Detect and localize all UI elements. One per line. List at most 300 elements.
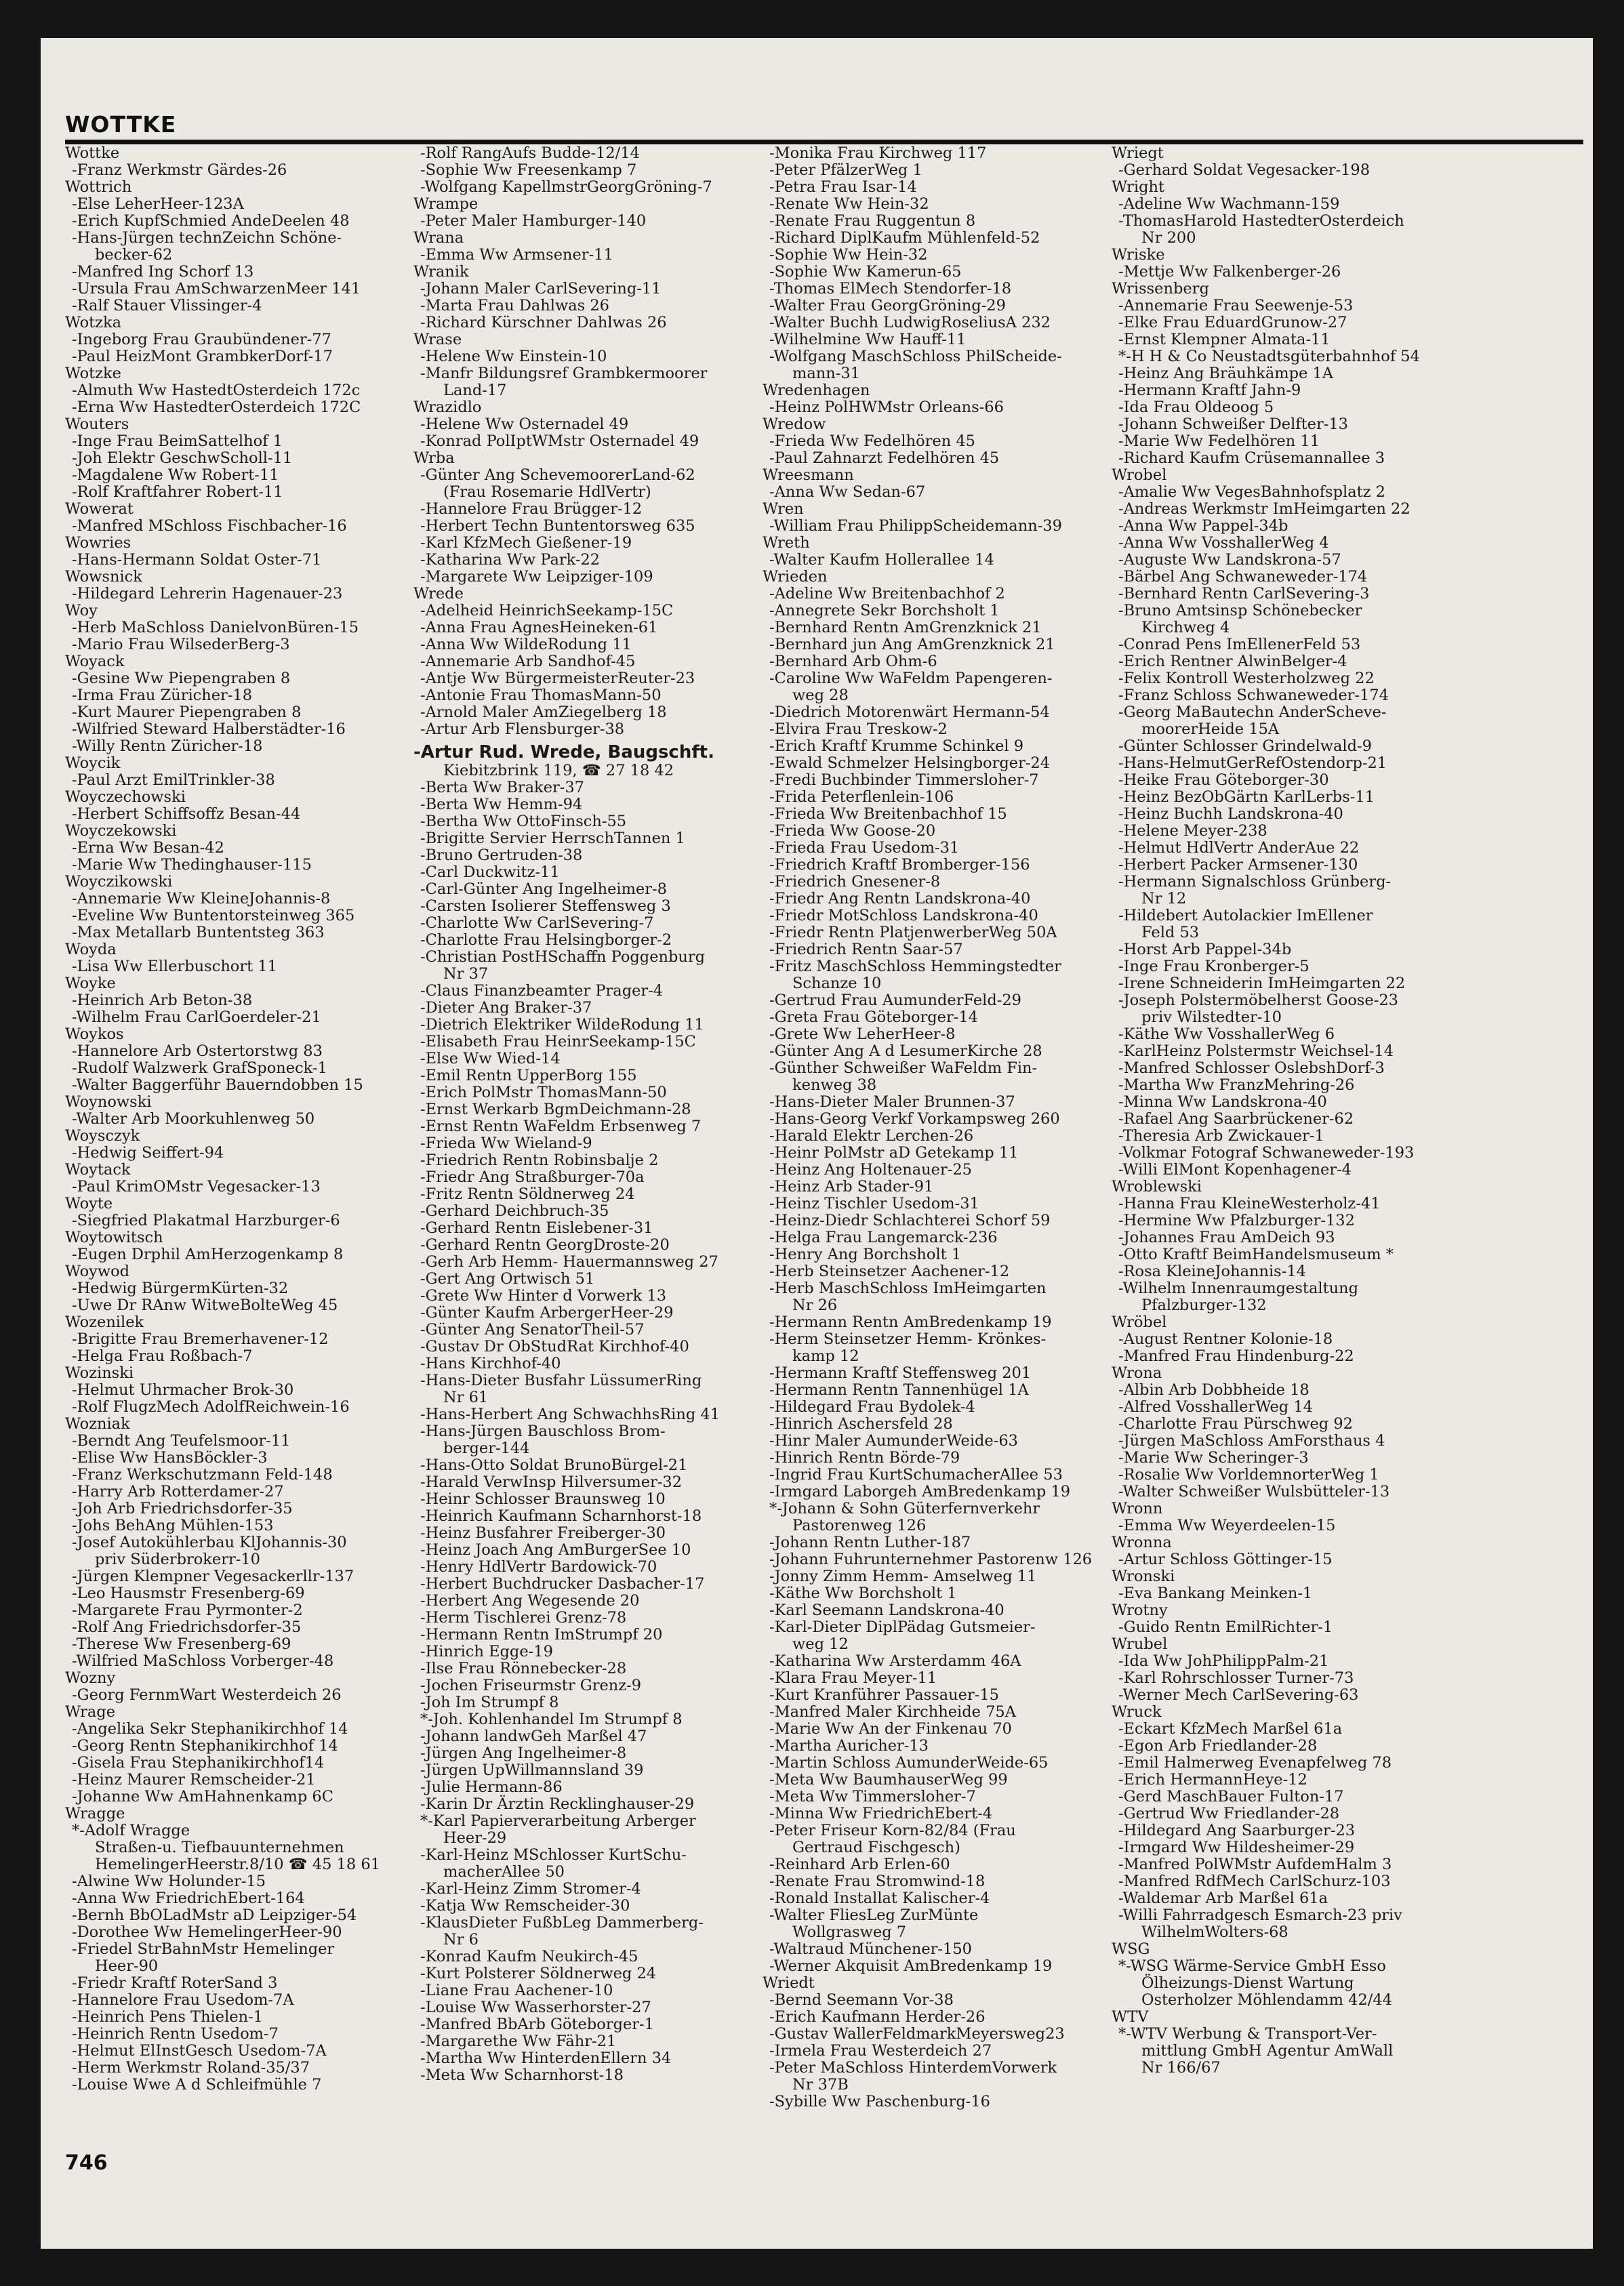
directory-entry: -Joh Elektr GeschwScholl-11 [72,449,293,467]
directory-entry: -Sophie Ww Freesenkamp 7 [420,161,637,179]
directory-entry: -Helmut HdlVertr AnderAue 22 [1118,839,1360,857]
surname-heading: Wowries [65,534,131,552]
directory-entry: -Leo Hausmstr Fresenberg-69 [72,1585,305,1602]
directory-entry: -Heinz Maurer Remscheider-21 [72,1771,316,1789]
directory-entry: -Hermann Rentn AmBredenkamp 19 [769,1313,1052,1331]
directory-entry: -Ernst Rentn WaFeldm Erbsenweg 7 [420,1118,702,1135]
directory-entry: -Anna Ww VosshallerWeg 4 [1118,534,1329,552]
directory-entry: -Werner Mech CarlSevering-63 [1118,1686,1359,1704]
directory-entry: -Hans-Dieter Maler Brunnen-37 [769,1093,1015,1111]
directory-entry: -Grete Ww LeherHeer-8 [769,1025,956,1043]
directory-entry: -Herb MaSchloss DanielvonBüren-15 [72,619,359,636]
surname-heading: Woyke [65,975,116,992]
directory-entry: -Irmela Frau Westerdeich 27 [769,2042,992,2060]
directory-entry: -Claus Finanzbeamter Prager-4 [420,982,664,1000]
surname-heading: Woycik [65,754,121,772]
directory-entry: -Martha Ww FranzMehring-26 [1118,1076,1355,1094]
directory-entry: -Frieda Ww Fedelhören 45 [769,432,975,450]
surname-heading: Wrase [413,331,462,348]
surname-heading: Wrobel [1112,466,1167,484]
directory-entry: -Gerhard Soldat Vegesacker-198 [1118,161,1371,179]
directory-entry: -Egon Arb Friedlander-28 [1118,1737,1318,1755]
directory-entry: -Fritz Rentn Söldnerweg 24 [420,1185,635,1203]
directory-entry: -Carl-Günter Ang Ingelheimer-8 [420,880,667,898]
surname-heading: Wreth [763,534,810,552]
directory-entry: -Bernhard Arb Ohm-6 [769,653,937,670]
directory-entry: -Wilfried Steward Halberstädter-16 [72,720,346,738]
directory-entry: -Erich Kraftf Krumme Schinkel 9 [769,737,1024,755]
directory-entry: -Johann Schweißer Delfter-13 [1118,415,1348,433]
directory-entry: -Johann Rentn Luther-187 [769,1534,971,1551]
directory-entry: -Marie Ww Scheringer-3 [1118,1449,1309,1467]
directory-entry: -Martha Auricher-13 [769,1737,929,1755]
directory-entry: -Caroline Ww WaFeldm Papengeren- [769,670,1053,687]
directory-entry: -Hildebert Autolackier ImEllener [1118,907,1373,924]
directory-entry: -Gert Ang Ortwisch 51 [420,1270,595,1288]
directory-entry: -Harald Elektr Lerchen-26 [769,1127,974,1145]
directory-entry: -Elvira Frau Treskow-2 [769,720,948,738]
directory-entry: -Hannelore Arb Ostertorstwg 83 [72,1042,323,1060]
surname-heading: Wrazidlo [413,399,482,416]
directory-entry: -Frieda Ww Goose-20 [769,822,936,840]
directory-entry: -Karl Rohrschlosser Turner-73 [1118,1669,1354,1687]
directory-entry: -KarlHeinz Polstermstr Weichsel-14 [1118,1042,1394,1060]
directory-entry: -Erich Rentner AlwinBelger-4 [1118,653,1347,670]
surname-heading: Woysczyk [65,1127,140,1145]
directory-entry: -Carsten Isolierer Steffensweg 3 [420,897,671,915]
directory-entry: Nr 200 [1141,229,1196,247]
surname-heading: Woyczikowski [65,873,173,891]
directory-entry: -Kurt Polsterer Söldnerweg 24 [420,1965,657,1982]
directory-entry: -Brigitte Frau Bremerhavener-12 [72,1330,329,1348]
directory-entry: -Diedrich Motorenwärt Hermann-54 [769,703,1050,721]
directory-entry: -Georg FernmWart Westerdeich 26 [72,1686,342,1704]
directory-entry: -Siegfried Plakatmal Harzburger-6 [72,1212,340,1229]
surname-heading: Wozniak [65,1415,130,1433]
directory-entry: *-Karl Papierverarbeitung Arberger [420,1812,696,1830]
directory-entry: -Rudolf Walzwerk GrafSponeck-1 [72,1059,327,1077]
directory-entry: kenweg 38 [792,1076,877,1094]
directory-entry: -Auguste Ww Landskrona-57 [1118,551,1341,569]
directory-entry: -Ronald Installat Kalischer-4 [769,1890,990,1907]
directory-entry: -Rafael Ang Saarbrückener-62 [1118,1110,1354,1128]
directory-entry: -Gerh Arb Hemm- Hauermannsweg 27 [420,1253,718,1271]
directory-entry: -Wilfried MaSchloss Vorberger-48 [72,1652,334,1670]
directory-entry: -Herb MaschSchloss ImHeimgarten [769,1280,1047,1297]
directory-entry: Nr 12 [1141,890,1187,907]
directory-entry: -Ernst Werkarb BgmDeichmann-28 [420,1101,691,1118]
directory-entry: -Adeline Ww Breitenbachhof 2 [769,585,1005,603]
directory-entry: -Mettje Ww Falkenberger-26 [1118,263,1341,281]
directory-entry: -Charlotte Frau Pürschweg 92 [1118,1415,1353,1433]
directory-entry: -Hans-Georg Verkf Vorkampsweg 260 [769,1110,1060,1128]
directory-entry: moorerHeide 15A [1141,720,1280,738]
directory-entry: -Heinz-Diedr Schlachterei Schorf 59 [769,1212,1051,1229]
directory-entry: -Gesine Ww Piepengraben 8 [72,670,291,687]
directory-entry: *-H H & Co Neustadtsgüterbahnhof 54 [1118,348,1420,365]
directory-entry: -Charlotte Ww CarlSevering-7 [420,914,654,932]
directory-entry: -Louise Ww Wasserhorster-27 [420,1999,651,2016]
directory-entry: -William Frau PhilippScheidemann-39 [769,517,1062,535]
surname-heading: Wren [763,500,804,518]
directory-entry: Schanze 10 [792,975,882,992]
directory-entry: -Eveline Ww Buntentorsteinweg 365 [72,907,355,924]
directory-entry: -Hans-Jürgen Bauschloss Brom- [420,1423,666,1440]
column-4 [1112,145,1449,2124]
directory-entry: -Karl-Heinz MSchlosser KurtSchu- [420,1846,687,1864]
surname-heading: Wronski [1112,1568,1175,1585]
directory-entry: -Jürgen Ang Ingelheimer-8 [420,1744,627,1762]
directory-entry: -Jürgen Klempner Vegesackerllr-137 [72,1568,354,1585]
directory-entry: -Bruno Amtsinsp Schönebecker [1118,602,1362,619]
directory-entry: -Thomas ElMech Stendorfer-18 [769,280,1012,298]
directory-entry: -Hanna Frau KleineWesterholz-41 [1118,1195,1381,1212]
directory-entry: -Hermann Signalschloss Grünberg- [1118,873,1392,891]
directory-entry: -Friedr Ang Straßburger-70a [420,1168,645,1186]
surname-heading: Wredenhagen [763,382,870,399]
directory-entry: -Otto Kraftf BeimHandelsmuseum * [1118,1246,1394,1263]
directory-entry: -Jürgen MaSchloss AmForsthaus 4 [1118,1432,1385,1450]
directory-entry: -Günter Ang SenatorTheil-57 [420,1321,645,1339]
directory-entry: -Ralf Stauer Vlissinger-4 [72,297,262,314]
surname-heading: Wriedt [763,1974,815,1992]
surname-heading: WTV [1112,2008,1149,2026]
directory-entry: -Brigitte Servier HerrschTannen 1 [420,830,685,847]
directory-entry: -Anna Frau AgnesHeineken-61 [420,619,658,636]
directory-entry: -Elisabeth Frau HeinrSeekamp-15C [420,1033,696,1050]
directory-entry: -Johanne Ww AmHahnenkamp 6C [72,1788,333,1805]
surname-heading: WSG [1112,1940,1150,1958]
directory-entry: -Therese Ww Fresenberg-69 [72,1635,291,1653]
directory-entry: -Minna Ww FriedrichEbert-4 [769,1805,993,1822]
directory-entry: -Renate Ww Hein-32 [769,195,929,213]
directory-entry: -Dieter Ang Braker-37 [420,999,592,1017]
directory-entry: -Bernhard Rentn AmGrenzknick 21 [769,619,1042,636]
directory-entry: -Ingeborg Frau Graubündener-77 [72,331,331,348]
directory-entry: -Manfr Bildungsref Grambkermoorer [420,365,708,382]
directory-entry: -Erich Kaufmann Herder-26 [769,2008,986,2026]
directory-entry: -Walter Frau GeorgGröning-29 [769,297,1006,314]
directory-entry: -Willy Rentn Züricher-18 [72,737,263,755]
surname-heading: Wouters [65,415,129,433]
directory-entry: -Hermine Ww Pfalzburger-132 [1118,1212,1355,1229]
directory-entry: -Irma Frau Züricher-18 [72,687,253,704]
directory-entry: -Ida Frau Oldeoog 5 [1118,399,1274,416]
directory-entry: -Angelika Sekr Stephanikirchhof 14 [72,1720,348,1738]
surname-heading: Woyda [65,941,117,958]
surname-heading: Wrieden [763,568,828,586]
directory-entry: -Peter MaSchloss HinterdemVorwerk [769,2059,1057,2077]
directory-entry: berger-144 [443,1440,530,1457]
directory-entry: priv Wilstedter-10 [1141,1008,1282,1026]
surname-heading: Wrana [413,229,464,247]
surname-heading: Wröbel [1112,1313,1167,1331]
directory-entry: -Bernh BbOLadMstr aD Leipziger-54 [72,1906,357,1924]
directory-entry: priv Süderbrokerr-10 [95,1551,260,1568]
surname-heading: Wrba [413,449,455,467]
directory-entry: (Frau Rosemarie HdlVertr) [443,483,651,501]
directory-entry: -Herb Steinsetzer Aachener-12 [769,1263,1010,1280]
directory-entry: -Emma Ww Weyerdeelen-15 [1118,1517,1336,1534]
page-number: 746 [65,2151,108,2175]
directory-entry: *-Joh. Kohlenhandel Im Strumpf 8 [420,1711,683,1728]
directory-entry: -Sophie Ww Hein-32 [769,246,928,264]
directory-entry: -Marie Ww Fedelhören 11 [1118,432,1320,450]
directory-entry: Feld 53 [1141,924,1200,941]
directory-entry: -Johs BehAng Mühlen-153 [72,1517,274,1534]
directory-entry: -Friedr Rentn PlatjenwerberWeg 50A [769,924,1057,941]
directory-entry: -Jürgen UpWillmannsland 39 [420,1761,644,1779]
directory-entry: -Hermann Kraftf Steffensweg 201 [769,1364,1032,1382]
surname-heading: Wotzka [65,314,122,331]
directory-entry: -Adelheid HeinrichSeekamp-15C [420,602,674,619]
directory-entry: -Hildegard Lehrerin Hagenauer-23 [72,585,343,603]
directory-entry: -Herbert Ang Wegesende 20 [420,1592,640,1610]
directory-entry: -Uwe Dr RAnw WitweBolteWeg 45 [72,1297,338,1314]
directory-entry: -Hans Kirchhof-40 [420,1355,561,1372]
directory-entry: -Karl-Dieter DiplPädag Gutsmeier- [769,1618,1036,1636]
directory-entry: -Marie Ww Thedinghauser-115 [72,856,312,874]
directory-entry: -Friedr Ang Rentn Landskrona-40 [769,890,1031,907]
directory-entry: -Bernhard Rentn CarlSevering-3 [1118,585,1370,603]
directory-entry: *-WTV Werbung & Transport-Ver- [1118,2025,1377,2043]
directory-entry: -Manfred Ing Schorf 13 [72,263,254,281]
directory-entry: -Amalie Ww VegesBahnhofsplatz 2 [1118,483,1385,501]
directory-entry: -Erich HermannHeye-12 [1118,1771,1307,1789]
directory-entry: -Heinz Buchh Landskrona-40 [1118,805,1343,823]
directory-entry: -Alfred VosshallerWeg 14 [1118,1398,1313,1416]
directory-entry: -Eva Bankang Meinken-1 [1118,1585,1313,1602]
directory-entry: -Georg MaBautechn AnderScheve- [1118,703,1387,721]
column-3 [763,145,1100,2124]
directory-entry: -Herm Steinsetzer Hemm- Krönkes- [769,1330,1047,1348]
directory-entry: -Gisela Frau Stephanikirchhof14 [72,1754,325,1772]
directory-entry: -Günter Kaufm ArbergerHeer-29 [420,1304,674,1322]
directory-entry: -Friedrich Gnesener-8 [769,873,941,891]
directory-entry: -Ingrid Frau KurtSchumacherAllee 53 [769,1466,1063,1484]
surname-heading: Wruck [1112,1703,1162,1721]
directory-entry: -Anna Ww FriedrichEbert-164 [72,1890,305,1907]
directory-entry: kamp 12 [792,1347,859,1365]
directory-entry: *-Johann & Sohn Güterfernverkehr [769,1500,1040,1517]
directory-entry: -Gerhard Rentn Eislebener-31 [420,1219,653,1237]
directory-entry: -Josef Autokühlerbau KlJohannis-30 [72,1534,347,1551]
directory-entry: -Margarete Frau Pyrmonter-2 [72,1601,303,1619]
directory-entry: -Herbert Schiffsoffz Besan-44 [72,805,301,823]
directory-entry: Nr 37 [443,965,489,983]
directory-entry: -Joseph Polstermöbelherst Goose-23 [1118,992,1398,1009]
directory-entry: -Artur Schloss Göttinger-15 [1118,1551,1333,1568]
directory-entry: -Fritz MaschSchloss Hemmingstedter [769,958,1061,975]
directory-entry: -Richard Kürschner Dahlwas 26 [420,314,667,331]
directory-entry: -Volkmar Fotograf Schwaneweder-193 [1118,1144,1415,1162]
directory-entry: -Martin Schloss AumunderWeide-65 [769,1754,1049,1772]
directory-entry: -Petra Frau Isar-14 [769,178,917,196]
directory-entry: -Rosalie Ww VorldemnorterWeg 1 [1118,1466,1379,1484]
directory-entry: -Monika Frau Kirchweg 117 [769,145,987,162]
directory-entry: -Bernd Seemann Vor-38 [769,1991,954,2009]
directory-entry: -Conrad Pens ImEllenerFeld 53 [1118,636,1361,653]
surname-heading: Wottrich [65,178,132,196]
directory-entry: -Erna Ww HastedterOsterdeich 172C [72,399,361,416]
directory-entry: -Emma Ww Armsener-11 [420,246,613,264]
surname-heading: Wozenilek [65,1313,144,1331]
directory-entry: -Rosa KleineJohannis-14 [1118,1263,1306,1280]
directory-entry: *-Adolf Wragge [72,1822,190,1839]
directory-entry: -Andreas Werkmstr ImHeimgarten 22 [1118,500,1410,518]
directory-entry: -Meta Ww Timmersloher-7 [769,1788,976,1805]
directory-entry: -Karin Dr Ärztin Recklinghauser-29 [420,1795,695,1813]
directory-entry: -Martha Ww HinterdenEllern 34 [420,2049,672,2067]
directory-entry: mann-31 [792,365,860,382]
directory-entry: -Emil Rentn UpperBorg 155 [420,1067,637,1084]
directory-entry: -Hans-Hermann Soldat Oster-71 [72,551,322,569]
directory-entry: -Elke Frau EduardGrunow-27 [1118,314,1347,331]
directory-entry: becker-62 [95,246,173,264]
surname-heading: Wronna [1112,1534,1172,1551]
directory-entry: -Franz Werkschutzmann Feld-148 [72,1466,333,1484]
directory-entry: -Helga Frau Roßbach-7 [72,1347,253,1365]
directory-entry: -Helmut ElInstGesch Usedom-7A [72,2042,327,2060]
directory-entry: -Manfred BbArb Göteborger-1 [420,2016,654,2033]
directory-entry: -Adeline Ww Wachmann-159 [1118,195,1340,213]
directory-entry: -Max Metallarb Buntentsteg 363 [72,924,325,941]
directory-entry: -Klara Frau Meyer-11 [769,1669,937,1687]
directory-entry: -Karl-Heinz Zimm Stromer-4 [420,1880,641,1898]
directory-entry: -Hildegard Frau Bydolek-4 [769,1398,975,1416]
directory-entry: -Wolfgang KapellmstrGeorgGröning-7 [420,178,712,196]
directory-entry: -Greta Frau Göteborger-14 [769,1008,978,1026]
directory-entry: -Johann Fuhrunternehmer Pastorenw 126 [769,1551,1093,1568]
directory-entry: -Sophie Ww Kamerun-65 [769,263,962,281]
directory-entry: Nr 37B [792,2076,849,2094]
surname-heading: Wrotny [1112,1601,1168,1619]
directory-entry: -Bernhard jun Ang AmGrenzknick 21 [769,636,1055,653]
surname-heading: Woytowitsch [65,1229,163,1246]
directory-entry: Nr 61 [443,1389,489,1406]
directory-entry: -Liane Frau Aachener-10 [420,1982,613,1999]
surname-heading: Woyczechowski [65,788,186,806]
directory-entry: -Marta Frau Dahlwas 26 [420,297,609,314]
surname-heading: Wrissenberg [1112,280,1209,298]
directory-entry: -Hans-Dieter Busfahr LüssumerRing [420,1372,702,1389]
directory-entry: -Frieda Ww Breitenbachhof 15 [769,805,1007,823]
directory-entry: -Johann landwGeh Marßel 47 [420,1728,647,1745]
surname-heading: Wreesmann [763,466,854,484]
directory-entry: -Heinrich Rentn Usedom-7 [72,2025,279,2043]
directory-entry: -ThomasHarold HastedterOsterdeich [1118,212,1404,230]
directory-entry: -Manfred MSchloss Fischbacher-16 [72,517,347,535]
directory-entry: -Gustav Dr ObStudRat Kirchhof-40 [420,1338,689,1355]
directory-entry: -Erna Ww Besan-42 [72,839,224,857]
directory-entry: -Annemarie Ww KleineJohannis-8 [72,890,331,907]
directory-entry: -Hinrich Aschersfeld 28 [769,1415,953,1433]
directory-entry: -Ewald Schmelzer Helsingborger-24 [769,754,1051,772]
directory-entry: -Herbert Buchdrucker Dasbacher-17 [420,1575,705,1593]
directory-entry: -Ursula Frau AmSchwarzenMeer 141 [72,280,361,298]
directory-entry: -Erich PolMstr ThomasMann-50 [420,1084,667,1101]
directory-entry: -Käthe Ww Borchsholt 1 [769,1585,957,1602]
directory-entry: -Hinr Maler AumunderWeide-63 [769,1432,1018,1450]
directory-entry: -Reinhard Arb Erlen-60 [769,1856,950,1873]
directory-entry: -Friedrich Rentn Saar-57 [769,941,963,958]
column-1 [65,145,403,2124]
directory-entry: -Renate Frau Stromwind-18 [769,1873,986,1890]
header-rule [65,140,1583,144]
directory-entry: -Wilhelmine Ww Hauff-11 [769,331,967,348]
directory-entry: -Waltraud Münchener-150 [769,1940,972,1958]
directory-entry: -Gustav WallerFeldmarkMeyersweg23 [769,2025,1065,2043]
directory-entry: -Irmgard Ww Hildesheimer-29 [1118,1839,1355,1856]
directory-entry: Nr 6 [443,1931,479,1948]
directory-entry: Osterholzer Möhlendamm 42/44 [1141,1991,1392,2009]
directory-entry: -Lisa Ww Ellerbuschort 11 [72,958,277,975]
directory-entry: -Hedwig BürgermKürten-32 [72,1280,289,1297]
surname-heading: Wottke [65,145,120,162]
directory-entry: -Heinz Ang Bräuhkämpe 1A [1118,365,1334,382]
directory-entry: -Heinr Schlosser Braunsweg 10 [420,1490,666,1508]
page-header-surname: WOTTKE [65,111,177,138]
directory-entry: -Hans-Jürgen technZeichn Schöne- [72,229,342,247]
directory-entry: -Gerhard Deichbruch-35 [420,1202,609,1220]
directory-entry: -Friedrich Kraftf Bromberger-156 [769,856,1030,874]
directory-entry: -Sybille Ww Paschenburg-16 [769,2093,990,2110]
directory-entry: -Margarete Ww Leipziger-109 [420,568,653,586]
directory-entry: HemelingerHeerstr.8/10 ☎ 45 18 61 [95,1856,381,1873]
directory-entry: Land-17 [443,382,507,399]
directory-entry: -Bärbel Ang Schwaneweder-174 [1118,568,1368,586]
directory-entry: Kiebitzbrink 119, ☎ 27 18 42 [443,762,674,779]
directory-entry: -Heinrich Kaufmann Scharnhorst-18 [420,1507,702,1525]
directory-entry: -Käthe Ww VosshallerWeg 6 [1118,1025,1335,1043]
directory-entry: -Richard DiplKaufm Mühlenfeld-52 [769,229,1040,247]
directory-entry: -Richard Kaufm Crüsemannallee 3 [1118,449,1385,467]
directory-entry: Straßen-u. Tiefbauunternehmen [95,1839,344,1856]
directory-entry: -Hedwig Seiffert-94 [72,1144,224,1162]
directory-entry: -Franz Werkmstr Gärdes-26 [72,161,287,179]
directory-entry: Ölheizungs-Dienst Wartung [1141,1974,1354,1992]
directory-entry: -Bertha Ww OttoFinsch-55 [420,813,627,830]
directory-entry: -Henry HdlVertr Bardowick-70 [420,1558,657,1576]
surname-heading: Wowsnick [65,568,142,586]
directory-entry: *-WSG Wärme-Service GmbH Esso [1118,1957,1386,1975]
directory-entry: -Eugen Drphil AmHerzogenkamp 8 [72,1246,344,1263]
directory-entry: -Annegrete Sekr Borchsholt 1 [769,602,1000,619]
directory-entry: -Manfred Schlosser OslebshDorf-3 [1118,1059,1385,1077]
directory-entry: -Else LeherHeer-123A [72,195,244,213]
surname-heading: Wowerat [65,500,134,518]
directory-entry: WilhelmWolters-68 [1141,1923,1288,1941]
directory-entry: -Bruno Gertruden-38 [420,846,583,864]
directory-entry: -Georg Rentn Stephanikirchhof 14 [72,1737,338,1755]
directory-entry: -Margarethe Ww Fähr-21 [420,2033,617,2050]
directory-entry: -Annemarie Arb Sandhof-45 [420,653,636,670]
directory-entry: -Wilhelm Innenraumgestaltung [1118,1280,1359,1297]
directory-entry: -Hermann Rentn ImStrumpf 20 [420,1626,663,1644]
directory-entry: -Ida Ww JohPhilippPalm-21 [1118,1652,1329,1670]
directory-entry: -Herbert Techn Buntentorsweg 635 [420,517,695,535]
directory-entry: -Hermann Rentn Tannenhügel 1A [769,1381,1029,1399]
surname-heading: Woywod [65,1263,130,1280]
directory-entry: -Gertrud Frau AumunderFeld-29 [769,992,1021,1009]
directory-entry: -Marie Ww An der Finkenau 70 [769,1720,1012,1738]
directory-entry: -Jochen Friseurmstr Grenz-9 [420,1677,642,1694]
directory-entry: -Peter PfälzerWeg 1 [769,161,922,179]
directory-entry: -Ernst Klempner Almata-11 [1118,331,1331,348]
directory-entry: -Frieda Frau Usedom-31 [769,839,960,857]
directory-entry: -Harald VerwInsp Hilversumer-32 [420,1473,683,1491]
directory-entry: -Willi ElMont Kopenhagener-4 [1118,1161,1352,1179]
